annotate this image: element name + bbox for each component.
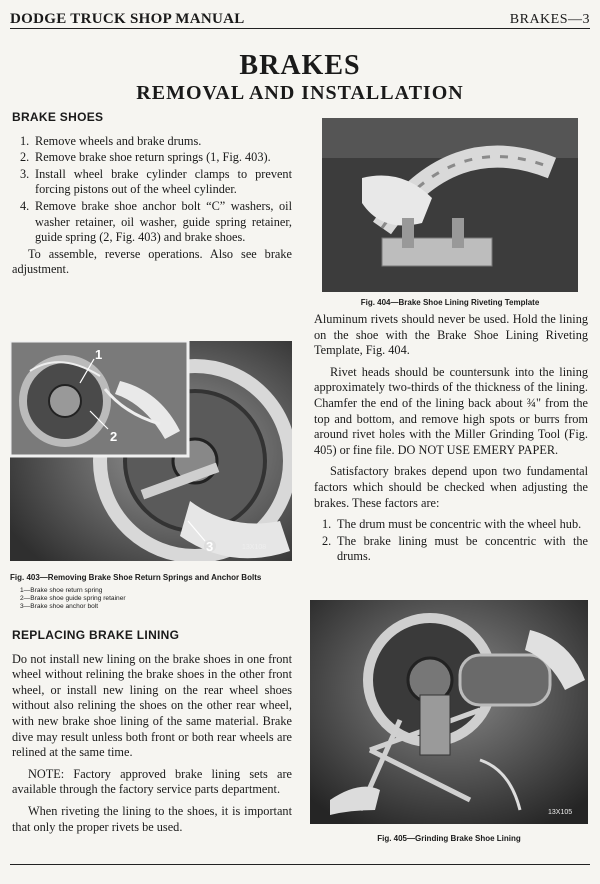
fig-405-stamp: 13X105	[548, 809, 573, 816]
manual-title: DODGE TRUCK SHOP MANUAL	[10, 11, 245, 27]
list-item: 1. Remove wheels and brake drums.	[20, 133, 202, 148]
riveting-template-image	[322, 118, 578, 292]
replacing-lining-section	[12, 628, 292, 841]
bottom-rule	[10, 864, 590, 865]
fig-405-photo	[310, 600, 588, 824]
rivet-para-2: Rivet heads should be countersunk into the lining approximately two-thirds of the thickness of the lining. Chamfer the end of the lining back about ¾" from the top and bottom, and remove high spots or burrs from around rivet holes with the Miller Grinding Tool (Fig. 405) or fine file. DO NOT USE EMERY PAPER.	[314, 364, 588, 457]
section-page-number: BRAKES—3	[509, 12, 590, 27]
fig-403-stamp: 13X108	[242, 544, 267, 551]
fig-403-callout-3: 3	[206, 539, 214, 554]
right-column-text	[314, 312, 588, 566]
assemble-note: To assemble, reverse operations. Also see brake adjustment.	[12, 246, 292, 277]
page-subtitle: REMOVAL AND INSTALLATION	[136, 82, 464, 104]
fig-403-photo	[10, 341, 292, 561]
legend-item: 3—Brake shoe anchor bolt	[20, 603, 99, 610]
running-header	[10, 6, 590, 29]
list-item: 4. Remove brake shoe anchor bolt “C” washers, oil washer retainer, oil washer, guide spring retainer, guide spring (2, Fig. 403) and brake shoes.	[20, 198, 292, 245]
brake-assembly-image	[10, 341, 292, 561]
fig-403-caption: Fig. 403—Removing Brake Shoe Return Springs and Anchor Bolts	[10, 573, 262, 582]
brake-shoes-heading: BRAKE SHOES	[12, 110, 104, 124]
list-item: 2. Remove brake shoe return springs (1, Fig. 403).	[20, 150, 271, 165]
factors-intro: Satisfactory brakes depend upon two fundamental factors which should be checked when adjusting the brakes. These factors are:	[314, 464, 588, 510]
page-title: BRAKES	[239, 50, 361, 81]
factors-list	[314, 517, 588, 565]
legend-item: 2—Brake shoe guide spring retainer	[20, 595, 126, 602]
brake-shoes-section	[12, 110, 292, 284]
replacing-para-3: When riveting the lining to the shoes, it is important that only the proper rivets be used.	[12, 803, 292, 834]
fig-404-photo	[322, 118, 578, 292]
legend-item: 1—Brake shoe return spring	[20, 587, 103, 594]
replacing-note: NOTE: Factory approved brake lining sets are available through the factory service parts department.	[12, 766, 292, 797]
brake-shoes-steps	[12, 134, 292, 246]
fig-404-caption: Fig. 404—Brake Shoe Lining Riveting Template	[360, 298, 540, 307]
list-item: 1. The drum must be concentric with the wheel hub.	[322, 517, 582, 532]
rivet-para-1: Aluminum rivets should never be used. Hold the lining on the shoe with the Brake Shoe Lining Riveting Template, Fig. 404.	[314, 312, 588, 358]
list-item: 3. Install wheel brake cylinder clamps to prevent forcing pistons out of the wheel cylinder.	[20, 166, 292, 197]
list-item: 2. The brake lining must be concentric with the drums.	[322, 533, 588, 564]
fig-403-callout-2: 2	[110, 429, 118, 444]
grinding-tool-image	[310, 600, 588, 824]
replacing-lining-heading: REPLACING BRAKE LINING	[12, 628, 180, 642]
fig-403-callout-1: 1	[95, 347, 103, 362]
fig-403-legend	[20, 587, 220, 611]
fig-405-caption: Fig. 405—Grinding Brake Shoe Lining	[377, 834, 521, 843]
replacing-para-1: Do not install new lining on the brake shoes in one front wheel without relining the brake shoes in the other front wheel, or install new lining on the rear wheel shoes without also relining the shoes on the other rear wheel, with new brake shoe lining of the same material. Brake dive may result unless both front or both rear wheels are relined at the same time.	[12, 651, 292, 760]
